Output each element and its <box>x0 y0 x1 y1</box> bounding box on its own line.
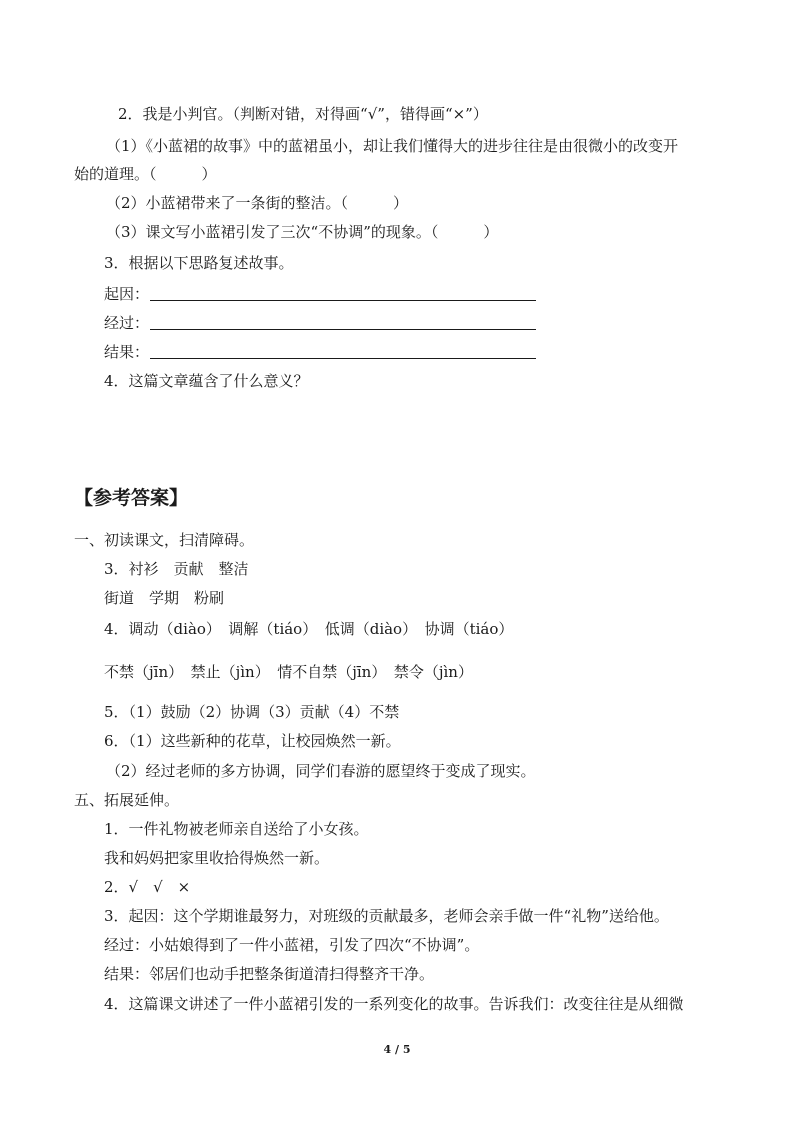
q4-title: 4．这篇文章蕴含了什么意义？ <box>104 372 309 390</box>
answer-b3-cause: 3．起因：这个学期谁最努力，对班级的贡献最多，老师会亲手做一件“礼物”送给他。 <box>104 907 669 925</box>
answer-b1-line2: 我和妈妈把家里收拾得焕然一新。 <box>104 849 330 867</box>
q3-result-label: 结果： <box>104 343 150 361</box>
answer-b1-line1: 1．一件礼物被老师亲自送给了小女孩。 <box>104 820 369 838</box>
answer-b4: 4．这篇课文讲述了一件小蓝裙引发的一系列变化的故事。告诉我们：改变往往是从细微 <box>104 995 684 1013</box>
q3-process-label: 经过： <box>104 314 150 332</box>
page-number: 4 / 5 <box>383 1043 411 1056</box>
q3-title: 3．根据以下思路复述故事。 <box>104 254 294 272</box>
answer-5: 5．（1）鼓励（2）协调（3）贡献（4）不禁 <box>104 703 400 721</box>
q2-title: 2．我是小判官。（判断对错，对得画“√”，错得画“×”） <box>118 105 488 123</box>
q2-item1-line1: （1）《小蓝裙的故事》中的蓝裙虽小，却让我们懂得大的进步往往是由很微小的改变开 <box>106 137 679 155</box>
q2-item1-line2: 始的道理。（ ） <box>74 165 217 183</box>
answer-b2: 2．√ √ × <box>104 878 191 896</box>
answers-heading: 【参考答案】 <box>74 487 189 509</box>
answer-4-line2: 不禁（jīn） 禁止（jìn） 情不自禁（jīn） 禁令（jìn） <box>104 663 473 681</box>
q3-cause-label: 起因： <box>104 285 150 303</box>
q3-cause-blank[interactable] <box>150 300 536 301</box>
answer-b3-result: 结果：邻居们也动手把整条街道清扫得整齐干净。 <box>104 965 435 983</box>
answers-part1-title: 一、初读课文，扫清障碍。 <box>74 531 255 549</box>
answer-3-line2: 街道 学期 粉刷 <box>104 589 225 607</box>
q3-process-blank[interactable] <box>150 329 536 330</box>
answers-part5-title: 五、拓展延伸。 <box>74 791 180 809</box>
answer-b3-process: 经过：小姑娘得到了一件小蓝裙，引发了四次“不协调”。 <box>104 936 480 954</box>
answer-4-line1: 4．调动（diào） 调解（tiáo） 低调（diào） 协调（tiáo） <box>104 620 514 638</box>
answer-3-line1: 3．衬衫 贡献 整洁 <box>104 560 249 578</box>
answer-6-item1: 6．（1）这些新种的花草，让校园焕然一新。 <box>104 732 401 750</box>
q2-item2: （2）小蓝裙带来了一条街的整洁。（ ） <box>106 194 409 212</box>
answer-6-item2: （2）经过老师的多方协调，同学们春游的愿望终于变成了现实。 <box>106 762 536 780</box>
q3-result-blank[interactable] <box>150 358 536 359</box>
q2-item3: （3）课文写小蓝裙引发了三次“不协调”的现象。（ ） <box>106 223 499 241</box>
